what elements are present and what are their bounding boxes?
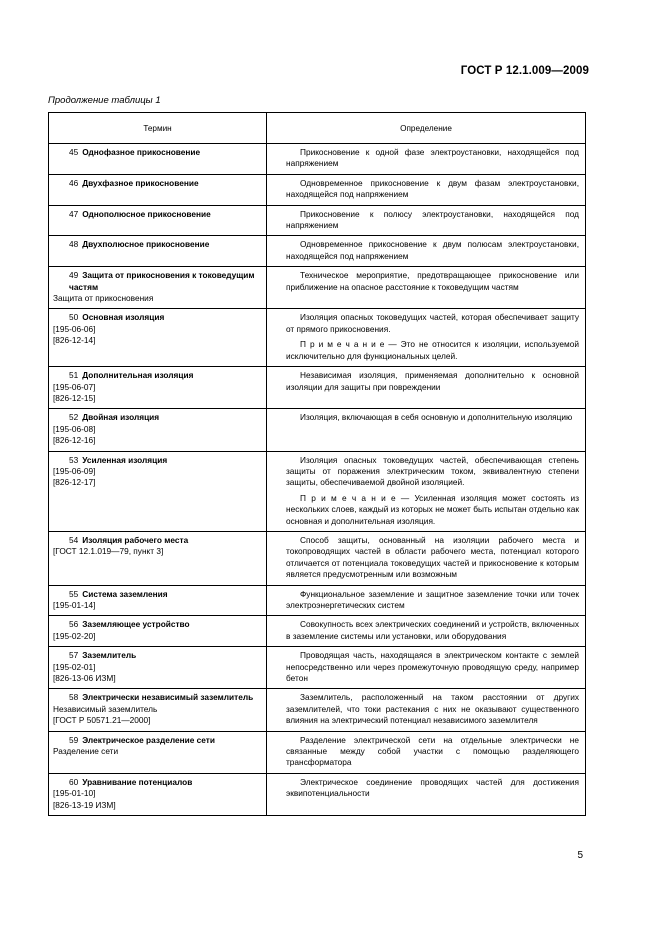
term-number: 60 (69, 776, 79, 787)
definition-text: Прикосновение к полюсу электроустановки, находящейся под напряжением (286, 208, 579, 231)
term-cell (49, 773, 267, 815)
definition-text: Изоляция опасных токоведущих частей, обеспечивающая степень защиты от поражения электрическим током, эквивалентную степени защиты, обеспечиваемой двойной изоляцией. (286, 454, 579, 488)
term-cell (49, 205, 267, 236)
term-cell (49, 451, 267, 531)
table-row (49, 174, 586, 205)
table-row (49, 689, 586, 731)
definition-cell (267, 689, 586, 731)
term-number: 55 (69, 588, 79, 599)
term-title (69, 270, 262, 293)
term-title (69, 455, 262, 466)
table-row (49, 409, 586, 451)
term-name: Заземляющее устройство (82, 619, 190, 630)
term-name: Электрически независимый заземлитель (82, 692, 254, 703)
term-name: Электрическое разделение сети (82, 734, 215, 745)
term-title (69, 370, 262, 381)
term-title (69, 312, 262, 323)
table-row (49, 144, 586, 175)
term-reference: [195-01-10] (53, 788, 96, 799)
term-name: Основная изоляция (82, 312, 165, 323)
term-number: 50 (69, 312, 79, 323)
definition-cell (267, 731, 586, 773)
document-code: ГОСТ Р 12.1.009—2009 (460, 65, 589, 77)
table-row (49, 731, 586, 773)
table-row (49, 531, 586, 585)
definition-text: Техническое мероприятие, предотвращающее прикосновение или приближение на опасное расстояние к токоведущим частям (286, 270, 579, 292)
table-row (49, 267, 586, 309)
term-number: 59 (69, 734, 79, 745)
table-row (49, 585, 586, 616)
term-title (69, 209, 262, 220)
term-number: 53 (69, 454, 79, 465)
term-cell (49, 689, 267, 731)
term-cell (49, 144, 267, 175)
term-reference: [195-06-07] (53, 381, 96, 392)
note-label: П р и м е ч а н и е — (300, 339, 397, 350)
term-cell (49, 531, 267, 585)
term-number: 46 (69, 177, 79, 188)
definition-cell (267, 174, 586, 205)
note-label: П р и м е ч а н и е — (300, 492, 410, 503)
term-reference: [ГОСТ 12.1.019—79, пункт 3] (53, 546, 164, 557)
definition-text: Электрическое соединение проводящих частей для достижения эквипотенциальности (286, 776, 579, 799)
term-cell (49, 174, 267, 205)
term-reference: [826-12-14] (53, 335, 96, 346)
definition-text: Разделение электрической сети на отдельные электрически не связанные между собой участки с помощью разделяющего трансформатора (286, 734, 579, 768)
definition-cell (267, 267, 586, 309)
term-cell (49, 309, 267, 367)
column-header-definition: Определение (267, 113, 586, 144)
term-reference: [826-13-19 ИЗМ] (53, 799, 116, 810)
term-number: 57 (69, 650, 79, 661)
table-header-row (49, 113, 586, 144)
table-row (49, 616, 586, 647)
definition-cell (267, 585, 586, 616)
term-name: Однофазное прикосновение (82, 147, 201, 157)
term-number: 56 (69, 619, 79, 630)
term-name: Изоляция рабочего места (82, 534, 189, 545)
term-cell (49, 367, 267, 409)
definition-text: Независимая изоляция, применяемая дополнительно к основной изоляции для защиты при повреждении (286, 370, 579, 392)
term-reference: [195-06-06] (53, 323, 96, 334)
term-title (69, 412, 262, 423)
term-number: 47 (69, 208, 79, 219)
term-cell (49, 409, 267, 451)
definition-text: Изоляция, включающая в себя основную и дополнительную изоляцию (300, 412, 573, 423)
term-reference: [195-02-20] (53, 630, 96, 641)
definition-text: Прикосновение к одной фазе электроустановки, находящейся под напряжением (286, 147, 579, 169)
definition-cell (267, 409, 586, 451)
term-name: Заземлитель (82, 650, 137, 661)
term-reference: Разделение сети (53, 746, 119, 757)
term-name: Дополнительная изоляция (82, 370, 194, 381)
term-name: Однополюсное прикосновение (82, 208, 211, 219)
term-cell (49, 236, 267, 267)
term-number: 45 (69, 147, 79, 157)
definition-cell (267, 647, 586, 689)
term-number: 54 (69, 534, 79, 545)
term-cell (49, 585, 267, 616)
term-cell (49, 267, 267, 309)
term-reference: [826-12-17] (53, 477, 96, 488)
term-title (69, 735, 262, 746)
definition-text: Способ защиты, основанный на изоляции рабочего места и токопроводящих частей в области рабочего места, потенциал которого отличается от потенциала токоведущих частей и прикосновение к которым является предусмотренным или возможным (286, 534, 579, 580)
term-name: Двухфазное прикосновение (82, 177, 199, 188)
term-cell (49, 616, 267, 647)
term-reference: [195-06-09] (53, 465, 96, 476)
page-number: 5 (577, 850, 583, 861)
definition-note (286, 493, 579, 527)
definition-text: Изоляция опасных токоведущих частей, которая обеспечивает защиту от прямого прикосновения. (286, 312, 579, 334)
definition-cell (267, 616, 586, 647)
term-cell (49, 647, 267, 689)
definition-cell (267, 773, 586, 815)
definition-text: Совокупность всех электрических соединений и устройств, включенных в заземление системы или установки, или оборудования (286, 619, 579, 641)
term-number: 48 (69, 239, 79, 250)
term-name: Двухполюсное прикосновение (82, 239, 210, 250)
definition-text: Проводящая часть, находящаяся в электрическом контакте с землей непосредственно или через промежуточную проводящую среду, например бетон (286, 650, 579, 684)
term-reference: [195-02-01] (53, 661, 96, 672)
table-caption: Продолжение таблицы 1 (48, 95, 161, 106)
term-reference: [ГОСТ Р 50571.21—2000] (53, 715, 151, 726)
term-cell (49, 731, 267, 773)
term-title (69, 147, 262, 158)
term-reference: Независимый заземлитель (53, 703, 158, 714)
term-reference: [826-12-16] (53, 435, 96, 446)
term-name: Защита от прикосновения к токоведущим частям (69, 270, 255, 292)
term-title (69, 178, 262, 189)
table-row (49, 647, 586, 689)
term-number: 58 (69, 692, 79, 703)
term-number: 51 (69, 370, 79, 381)
term-title (69, 650, 262, 661)
column-header-term: Термин (49, 113, 267, 144)
term-title (69, 619, 262, 630)
definition-cell (267, 144, 586, 175)
term-reference: [826-13-06 ИЗМ] (53, 673, 116, 684)
definition-text: Одновременное прикосновение к двум фазам электроустановки, находящейся под напряжением (286, 177, 579, 200)
definition-cell (267, 367, 586, 409)
terms-table (48, 112, 586, 816)
note-text: Это не относится к изоляции, используемой исключительно для функциональных целей. (286, 339, 579, 361)
term-reference: [826-12-15] (53, 392, 96, 403)
term-reference: [195-06-08] (53, 423, 96, 434)
definition-cell (267, 205, 586, 236)
definition-note (286, 339, 579, 362)
term-title (69, 777, 262, 788)
table-row (49, 367, 586, 409)
term-title (69, 589, 262, 600)
term-reference: [195-01-14] (53, 600, 96, 610)
table-row (49, 451, 586, 531)
table-row (49, 236, 586, 267)
term-number: 49 (69, 270, 79, 281)
definition-cell (267, 531, 586, 585)
term-title (69, 535, 262, 546)
definition-cell (267, 451, 586, 531)
table-row (49, 773, 586, 815)
term-title (69, 239, 262, 250)
definition-text: Заземлитель, расположенный на таком расстоянии от других заземлителей, что токи растекания с них не оказывают существенного влияния на электрический потенциал независимого заземлителя (286, 692, 579, 726)
term-name: Усиленная изоляция (82, 454, 168, 465)
note-text: Усиленная изоляция может состоять из нескольких слоев, каждый из которых не может быть испытан отдельно как основная и дополнительная изоляция. (286, 492, 579, 526)
definition-cell (267, 309, 586, 367)
table-row (49, 205, 586, 236)
definition-text: Функциональное заземление и защитное заземление точки или точек электроэнергетических систем (286, 588, 579, 610)
term-title (69, 692, 262, 703)
term-name: Система заземления (82, 588, 168, 599)
table-row (49, 309, 586, 367)
term-name: Уравнивание потенциалов (82, 776, 193, 787)
term-reference: Защита от прикосновения (53, 293, 154, 304)
definition-text: Одновременное прикосновение к двум полюсам электроустановки, находящейся под напряжением (286, 239, 579, 261)
term-name: Двойная изоляция (82, 412, 160, 423)
definition-cell (267, 236, 586, 267)
term-number: 52 (69, 412, 79, 423)
